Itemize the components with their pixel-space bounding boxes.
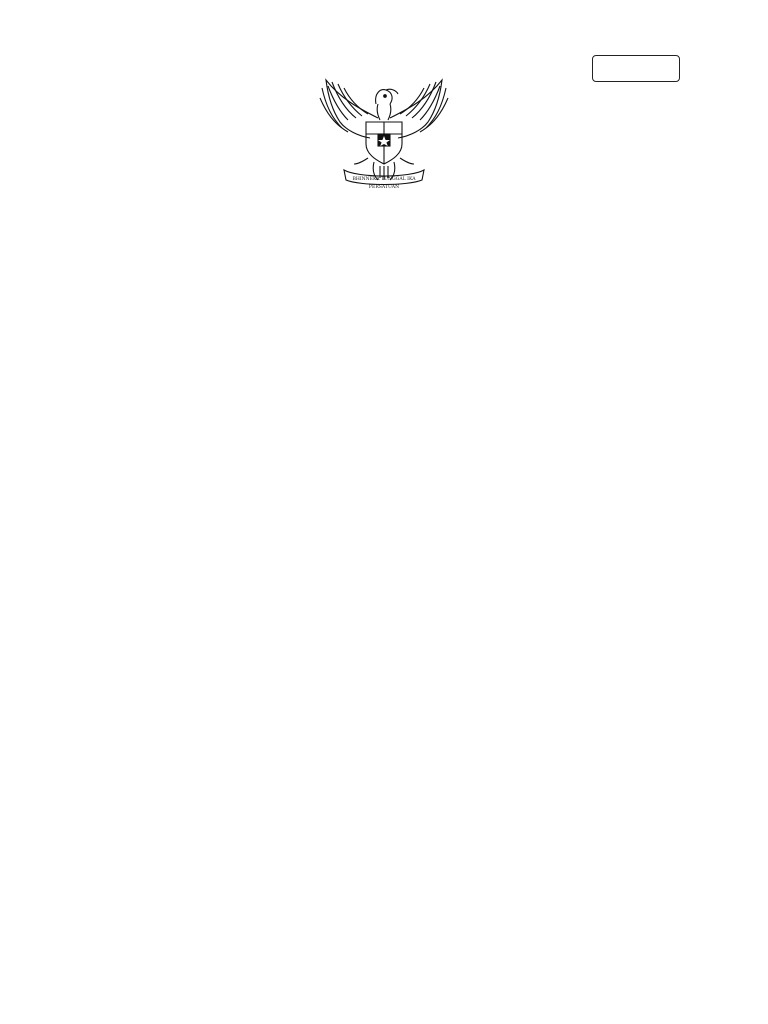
svg-text:BHINNEKA TUNGGAL IKA: BHINNEKA TUNGGAL IKA <box>352 177 416 182</box>
garuda-emblem-icon <box>318 78 450 190</box>
garuda-pancasila-emblem <box>318 78 450 190</box>
svg-text:PERSATUAN: PERSATUAN <box>368 185 400 190</box>
salinan-stamp <box>592 55 680 82</box>
